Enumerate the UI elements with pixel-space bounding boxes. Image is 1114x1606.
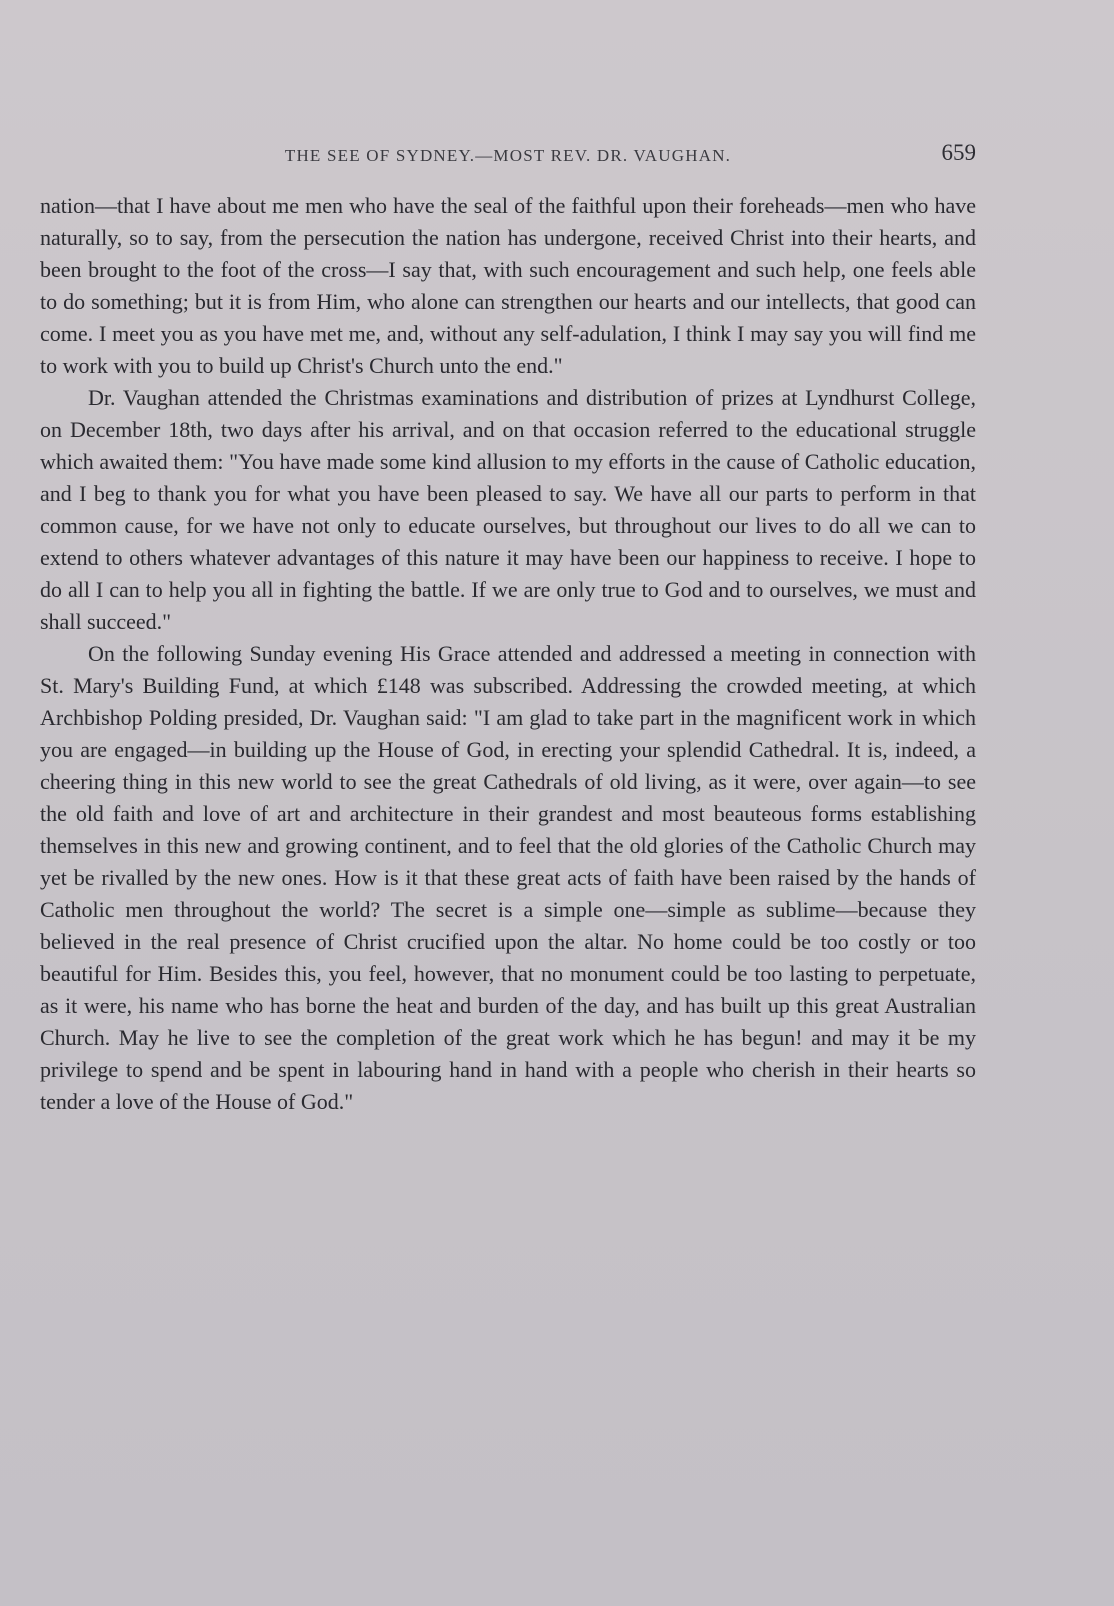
paragraph-3: On the following Sunday evening His Grace attended and addressed a meeting in connection with St. Mary's Building Fund, at which £148 was subscribed. Addressing the crowded meeting, at which Archbishop Polding presided, Dr. Vaughan said: "I am glad to take part in the magnificent work in which you are engaged—in building up the House of God, in erecting your splendid Cathedral. It is, indeed, a cheering thing in this new world to see the great Cathedrals of old living, as it were, over again—to see the old faith and love of art and architecture in their grandest and most beauteous forms establishing themselves in this new and growing continent, and to feel that the old glories of the Catholic Church may yet be rivalled by the new ones. How is it that these great acts of faith have been raised by the hands of Catholic men throughout the world? The secret is a simple one—simple as sublime—because they believed in the real presence of Christ crucified upon the altar. No home could be too costly or too beautiful for Him. Besides this, you feel, however, that no monument could be too lasting to perpetuate, as it were, his name who has borne the heat and burden of the day, and has built up this great Australian Church. May he live to see the completion of the great work which he has begun! and may it be my privilege to spend and be spent in labouring hand in hand with a people who cherish in their hearts so tender a love of the House of God." xyxy=(40,641,976,1114)
page-header xyxy=(40,140,976,170)
paragraph-2: Dr. Vaughan attended the Christmas examinations and distribution of prizes at Lyndhurst College, on December 18th, two days after his arrival, and on that occasion referred to the educational struggle which awaited them: "You have made some kind allusion to my efforts in the cause of Catholic education, and I beg to thank you for what you have been pleased to say. We have all our parts to perform in that common cause, for we have not only to educate ourselves, but throughout our lives to do all we can to extend to others whatever advantages of this nature it may have been our happiness to receive. I hope to do all I can to help you all in fighting the battle. If we are only true to God and to ourselves, we must and shall succeed." xyxy=(40,385,976,634)
running-head: THE SEE OF SYDNEY.—MOST REV. DR. VAUGHAN. xyxy=(284,146,732,165)
body-text xyxy=(40,190,976,1118)
paragraph-1: nation—that I have about me men who have the seal of the faithful upon their foreheads—men who have naturally, so to say, from the persecution the nation has undergone, received Christ into their hearts, and been brought to the foot of the cross—I say that, with such encouragement and such help, one feels able to do something; but it is from Him, who alone can strengthen our hearts and our intellects, that good can come. I meet you as you have met me, and, without any self-adulation, I think I may say you will find me to work with you to build up Christ's Church unto the end." xyxy=(40,193,976,378)
page-number: 659 xyxy=(941,140,976,165)
